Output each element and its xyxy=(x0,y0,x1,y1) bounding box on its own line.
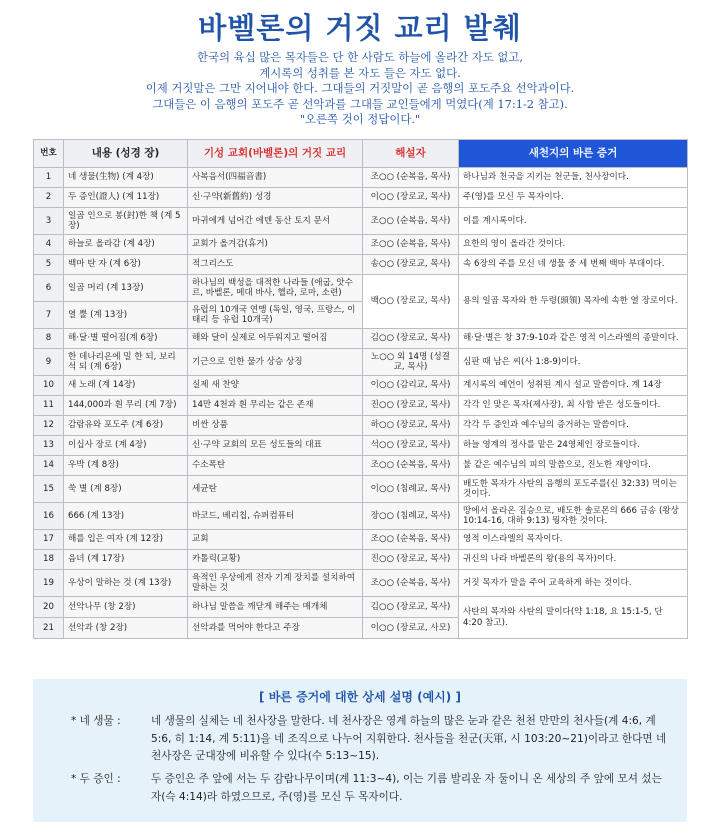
row-truth: 심판 때 남은 씨(사 1:8-9)이다. xyxy=(459,349,688,376)
intro-line: 이제 거짓말은 그만 지어내야 한다. 그대들의 거짓말이 곧 음행의 포도주요 선악과이다. xyxy=(145,81,575,96)
row-truth: 불 같은 예수님의 피의 말씀으로, 진노한 재앙이다. xyxy=(459,456,688,476)
row-traditional: 해와 달이 실제로 어두워지고 떨어짐 xyxy=(188,329,363,349)
table-row xyxy=(34,376,688,396)
row-traditional: 선악과를 먹어야 한다고 주장 xyxy=(188,618,363,639)
table-row xyxy=(34,416,688,436)
row-traditional: 교회 xyxy=(188,530,363,550)
row-number: 13 xyxy=(34,436,64,456)
row-truth: 사탄의 목자와 사탄의 말이다(약 1:18, 요 15:1-5, 단 4:20 참고). xyxy=(459,597,688,639)
table-row xyxy=(34,255,688,275)
table-row xyxy=(34,168,688,188)
row-expositor: 이○○ (감리교, 목사) xyxy=(363,376,459,396)
row-number: 4 xyxy=(34,235,64,255)
row-traditional: 실제 새 찬양 xyxy=(188,376,363,396)
detail-item xyxy=(71,771,671,806)
row-number: 5 xyxy=(34,255,64,275)
table-row xyxy=(34,275,688,302)
detail-item-text: 두 증인은 주 앞에 서는 두 감람나무이며(계 11:3~4), 이는 기름 발리운 자 둘이니 온 세상의 주 앞에 모셔 섰는 자(슥 4:14)라 하였으므로, 주(영)를 모신 두 목자이다. xyxy=(151,773,662,803)
row-content: 해를 입은 여자 (계 12장) xyxy=(64,530,188,550)
row-truth: 거짓 목자가 말을 주어 교육하게 하는 것이다. xyxy=(459,570,688,597)
header-number: 번호 xyxy=(34,140,64,168)
row-expositor: 백○○ (장로교, 목사) xyxy=(363,275,459,329)
intro-line: 한국의 육십 많은 목자들은 단 한 사람도 하늘에 올라간 자도 없고, xyxy=(197,50,523,64)
table-row xyxy=(34,235,688,255)
row-content: 쑥 별 (계 8장) xyxy=(64,476,188,503)
row-truth: 땅에서 올라온 짐승으로, 배도한 솔로몬의 666 금송 (왕상 10:14-16, 대하 9:13) 뭥자한 것이다. xyxy=(459,503,688,530)
row-content: 한 데나리온에 밀 한 되, 보리 석 되 (계 6장) xyxy=(64,349,188,376)
row-traditional: 14만 4천과 흰 무리는 같은 존재 xyxy=(188,396,363,416)
row-traditional: 비싼 상품 xyxy=(188,416,363,436)
row-expositor: 송○○ (장로교, 목사) xyxy=(363,255,459,275)
row-truth: 하나님과 천국을 지키는 천군들, 천사장이다. xyxy=(459,168,688,188)
row-content: 열 뿔 (계 13장) xyxy=(64,302,188,329)
row-content: 666 (계 13장) xyxy=(64,503,188,530)
row-content: 일곱 머리 (계 13장) xyxy=(64,275,188,302)
row-expositor: 조○○ (순복음, 목사) xyxy=(363,570,459,597)
row-traditional: 교회가 올겨감(휴거) xyxy=(188,235,363,255)
row-number: 12 xyxy=(34,416,64,436)
intro-line: "오른쪽 것이 정답이다." xyxy=(299,112,421,127)
row-expositor: 노○○ 외 14명 (성결교, 목사) xyxy=(363,349,459,376)
row-expositor: 조○○ (순복음, 목사) xyxy=(363,168,459,188)
row-traditional: 사복음서(四福音書) xyxy=(188,168,363,188)
row-traditional: 수소폭탄 xyxy=(188,456,363,476)
table-row xyxy=(34,476,688,503)
row-content: 네 생물(生物) (계 4장) xyxy=(64,168,188,188)
table-row xyxy=(34,329,688,349)
row-truth: 각각 두 증인과 예수님의 증거하는 말씀이다. xyxy=(459,416,688,436)
page-title: 바벨론의 거짓 교리 발췌 xyxy=(198,11,522,45)
row-traditional: 세균탄 xyxy=(188,476,363,503)
table-row xyxy=(34,550,688,570)
detail-title: [ 바른 증거에 대한 상세 설명 (예시) ] xyxy=(259,690,461,704)
row-content: 144,000과 흰 무리 (계 7장) xyxy=(64,396,188,416)
row-number: 9 xyxy=(34,349,64,376)
row-number: 17 xyxy=(34,530,64,550)
row-expositor: 진○○ (장로교, 목사) xyxy=(363,396,459,416)
row-traditional: 육적인 우상에게 전자 기계 장치를 설치하여 말하는 것 xyxy=(188,570,363,597)
row-traditional: 신·구약(新舊約) 성경 xyxy=(188,188,363,208)
row-number: 18 xyxy=(34,550,64,570)
row-traditional: 하나님의 백성을 대적한 나라들 (애굽, 앗수르, 바벨론, 메대 바사, 헬라, 로마, 소련) xyxy=(188,275,363,302)
row-expositor: 조○○ (순복음, 목사) xyxy=(363,530,459,550)
row-truth: 하늘 영계의 정사를 맡은 24영체인 장로들이다. xyxy=(459,436,688,456)
header-expositor: 해설자 xyxy=(363,140,459,168)
row-expositor: 조○○ (순복음, 목사) xyxy=(363,456,459,476)
row-content: 하늘로 올라감 (계 4장) xyxy=(64,235,188,255)
row-number: 10 xyxy=(34,376,64,396)
detail-item-head: * 두 증인 : xyxy=(71,773,121,785)
row-traditional: 바코드, 베리칩, 슈퍼컴퓨터 xyxy=(188,503,363,530)
row-truth: 요한의 영이 올라간 것이다. xyxy=(459,235,688,255)
row-truth: 각각 인 맞은 목자(제사장), 최 사함 받은 성도들이다. xyxy=(459,396,688,416)
row-expositor: 장○○ (침례교, 목사) xyxy=(363,503,459,530)
row-content: 백마 탄 자 (계 6장) xyxy=(64,255,188,275)
table-row xyxy=(34,349,688,376)
row-content: 우상이 말하는 것 (계 13장) xyxy=(64,570,188,597)
header-truth: 새천지의 바른 증거 xyxy=(459,140,688,168)
row-content: 일곱 인으로 봉(封)한 책 (계 5장) xyxy=(64,208,188,235)
intro-text xyxy=(60,50,660,128)
row-content: 새 노래 (계 14장) xyxy=(64,376,188,396)
row-expositor: 조○○ (순복음, 목사) xyxy=(363,208,459,235)
row-content: 우박 (계 8장) xyxy=(64,456,188,476)
header-content: 내용 (성경 장) xyxy=(64,140,188,168)
row-truth: 주(영)를 모신 두 목자이다. xyxy=(459,188,688,208)
row-content: 해·달·별 떨어짐(계 6장) xyxy=(64,329,188,349)
row-expositor: 김○○ (장로교, 목사) xyxy=(363,597,459,618)
row-truth: 용의 일곱 목자와 한 두령(頭領) 목자에 속한 열 장로이다. xyxy=(459,275,688,329)
row-truth: 속 6장의 주를 모신 네 생물 중 세 번째 백마 부대이다. xyxy=(459,255,688,275)
row-content: 이십사 장로 (계 4장) xyxy=(64,436,188,456)
row-traditional: 신·구약 교회의 모든 성도들의 대표 xyxy=(188,436,363,456)
table-row xyxy=(34,597,688,618)
header-traditional: 기성 교회(바벨론)의 거짓 교리 xyxy=(188,140,363,168)
row-expositor: 이○○ (침례교, 목사) xyxy=(363,476,459,503)
row-number: 2 xyxy=(34,188,64,208)
row-traditional: 유럽의 10개국 연맹 (독일, 영국, 프랑스, 이태리 등 유럽 10개국) xyxy=(188,302,363,329)
row-number: 20 xyxy=(34,597,64,618)
table-row xyxy=(34,208,688,235)
row-expositor: 하○○ (장로교, 목사) xyxy=(363,416,459,436)
row-expositor: 진○○ (장로교, 목사) xyxy=(363,550,459,570)
detail-item-text: 네 생물의 실체는 네 천사장을 말한다. 네 천사장은 영계 하늘의 많은 눈과 같은 천천 만만의 천사들(계 4:6, 계 5:6, 히 1:14, 계 5:11)을 네 조직으로 나누어 지휘한다. 천사들을 천군(天軍, 시 103:20~21)이라고 한다면 네 천사장은 군대장에 비유할 수 있다(수 5:13~15). xyxy=(151,715,667,763)
row-number: 8 xyxy=(34,329,64,349)
row-truth: 영적 이스라엘의 목자이다. xyxy=(459,530,688,550)
row-traditional: 하나님 말씀을 깨닫게 해주는 매개체 xyxy=(188,597,363,618)
row-expositor: 김○○ (장로교, 목사) xyxy=(363,329,459,349)
row-expositor: 이○○ (장로교, 사모) xyxy=(363,618,459,639)
detail-box xyxy=(33,679,687,822)
table-row xyxy=(34,570,688,597)
row-truth: 이를 계시록이다. xyxy=(459,208,688,235)
row-content: 두 증인(證人) (계 11장) xyxy=(64,188,188,208)
table-header-row xyxy=(34,140,688,168)
row-expositor: 조○○ (순복음, 목사) xyxy=(363,235,459,255)
row-number: 16 xyxy=(34,503,64,530)
row-number: 11 xyxy=(34,396,64,416)
row-expositor: 석○○ (장로교, 목사) xyxy=(363,436,459,456)
table-row xyxy=(34,188,688,208)
table-row xyxy=(34,396,688,416)
row-content: 감람유와 포도주 (계 6장) xyxy=(64,416,188,436)
row-traditional: 마귀에게 넘어간 에덴 동산 토지 문서 xyxy=(188,208,363,235)
row-content: 음녀 (계 17장) xyxy=(64,550,188,570)
row-number: 1 xyxy=(34,168,64,188)
row-traditional: 적그리스도 xyxy=(188,255,363,275)
row-truth: 계시록의 예언이 성취된 계시 설교 말씀이다. 계 14장 xyxy=(459,376,688,396)
row-traditional: 기근으로 인한 물가 상승 상징 xyxy=(188,349,363,376)
row-truth: 해·달·별은 창 37:9-10과 같은 영적 이스라엘의 종말이다. xyxy=(459,329,688,349)
row-number: 19 xyxy=(34,570,64,597)
row-content: 선악나무 (창 2장) xyxy=(64,597,188,618)
row-truth: 배도한 목자가 사탄의 음행의 포도주를(신 32:33) 먹이는 것이다. xyxy=(459,476,688,503)
row-content: 선악과 (창 2장) xyxy=(64,618,188,639)
table-row xyxy=(34,436,688,456)
comparison-table xyxy=(33,139,688,639)
row-number: 14 xyxy=(34,456,64,476)
row-number: 6 xyxy=(34,275,64,302)
row-traditional: 카톨릭(교황) xyxy=(188,550,363,570)
row-number: 7 xyxy=(34,302,64,329)
intro-line: 그대들은 이 음행의 포도주 곧 선악과를 그대들 교인들에게 먹였다(계 17:1-2 참고). xyxy=(152,96,568,111)
intro-line: 계시록의 성취를 본 자도 들은 자도 없다. xyxy=(259,65,461,80)
row-expositor: 이○○ (장로교, 목사) xyxy=(363,188,459,208)
row-number: 21 xyxy=(34,618,64,639)
row-truth: 귀신의 나라 바벨론의 왕(용의 목자)이다. xyxy=(459,550,688,570)
table-row xyxy=(34,530,688,550)
table-row xyxy=(34,456,688,476)
row-number: 15 xyxy=(34,476,64,503)
row-number: 3 xyxy=(34,208,64,235)
detail-item-head: * 네 생물 : xyxy=(71,715,121,727)
detail-item xyxy=(71,713,671,766)
table-row xyxy=(34,503,688,530)
